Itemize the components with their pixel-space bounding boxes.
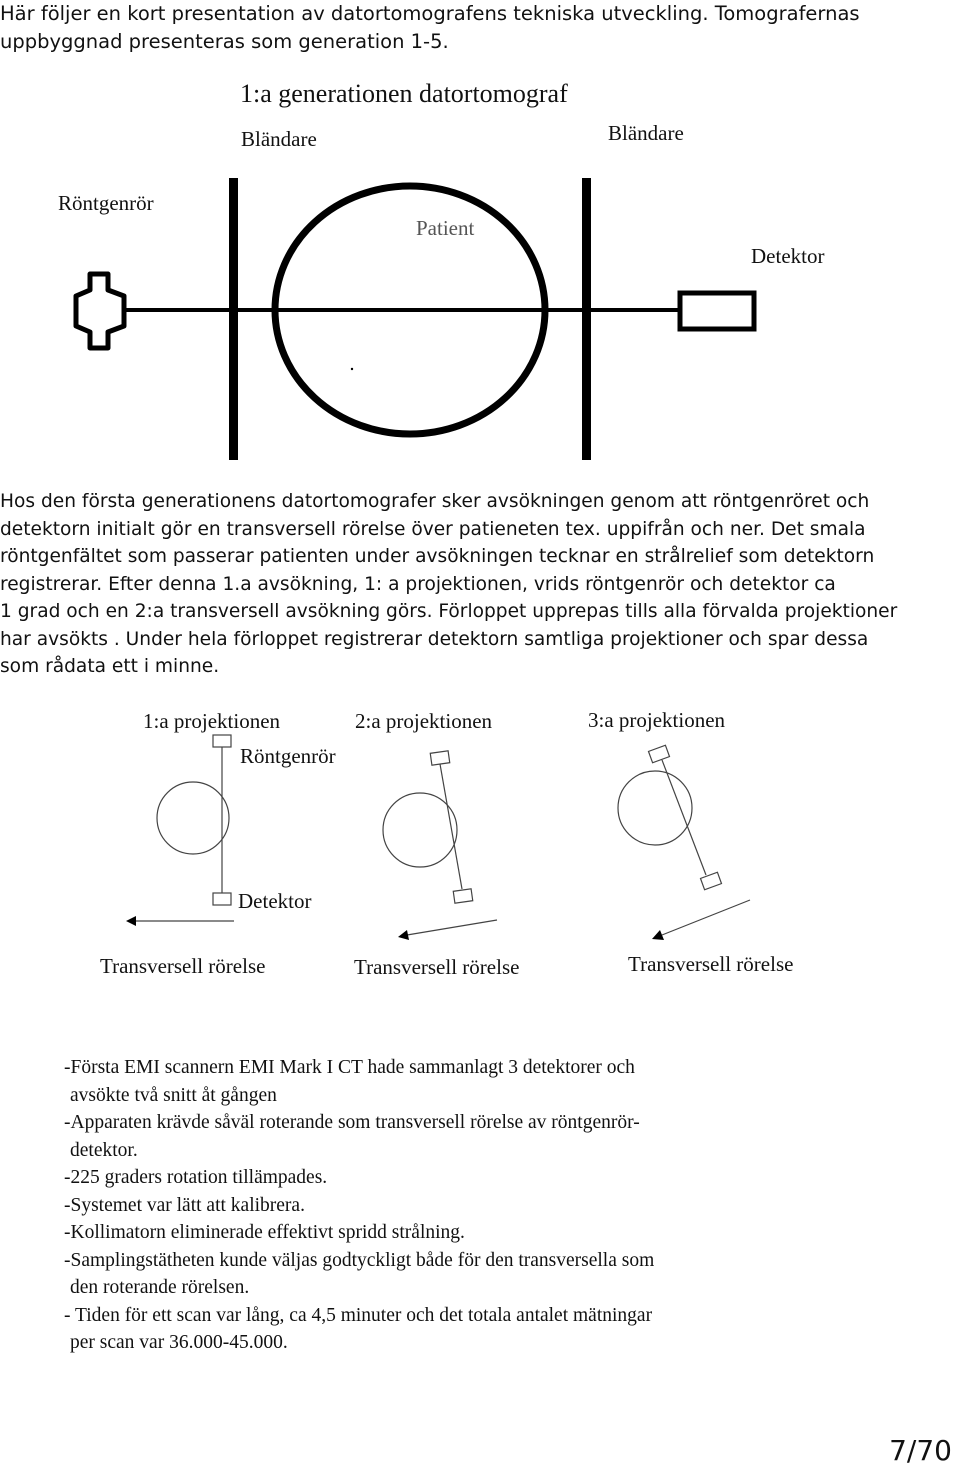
- detector-rect: [700, 872, 721, 889]
- projection-2-diagram: [383, 751, 497, 935]
- beam-line: [440, 764, 462, 889]
- detector-rect: [453, 889, 472, 903]
- list-item: -Systemet var lätt att kalibrera.: [64, 1194, 305, 1216]
- paragraph-line: som rådata ett i minne.: [0, 656, 220, 677]
- tube-rect: [648, 745, 669, 762]
- collimator-right-label: Bländare: [608, 121, 684, 145]
- intro-line: Här följer en kort presentation av datortomografens tekniska utveckling. Tomografernas: [0, 2, 860, 25]
- projection-2-label: 2:a projektionen: [355, 709, 493, 733]
- patient-label: Patient: [416, 216, 475, 240]
- beam-line: [662, 760, 706, 875]
- xray-tube-label: Röntgenrör: [58, 191, 154, 215]
- tube-rect: [213, 735, 231, 747]
- paragraph-line: registrerar. Efter denna 1.a avsökning, 1: a projektionen, vrids röntgenrör och detektor ca: [0, 573, 836, 595]
- tube-label: Röntgenrör: [240, 744, 336, 768]
- patient-circle: [157, 782, 229, 854]
- list-item: -Samplingstätheten kunde väljas godtyckligt både för den transversella som: [64, 1249, 655, 1271]
- paragraph-line: 1 grad och en 2:a transversell avsökning görs. Förloppet upprepas tills alla förvalda projektioner: [0, 601, 898, 622]
- motion-arrow-line: [407, 920, 497, 935]
- explanation-paragraph: [0, 488, 950, 681]
- detector-label-small: Detektor: [238, 889, 312, 913]
- paragraph-line: detektorn initialt gör en transversell rörelse över patieneten tex. uppifrån och ner. Det smala: [0, 518, 866, 540]
- paragraph-line: har avsökts . Under hela förloppet registrerar detektorn samtliga projektioner och spar dessa: [0, 628, 869, 650]
- motion-label-1: Transversell rörelse: [100, 954, 266, 978]
- motion-arrow-line: [662, 900, 750, 935]
- motion-label-3: Transversell rörelse: [628, 952, 794, 976]
- list-item: detektor.: [70, 1139, 138, 1161]
- right-collimator: [582, 178, 591, 460]
- list-item: -Apparaten krävde såväl roterande som transversell rörelse av röntgenrör-: [64, 1112, 640, 1133]
- facts-list: [64, 1054, 654, 1357]
- intro-line: uppbyggnad presenteras som generation 1-5.: [0, 30, 449, 53]
- projection-3-label: 3:a projektionen: [588, 708, 726, 732]
- list-item: -Kollimatorn eliminerade effektivt spridd strålning.: [64, 1222, 465, 1243]
- page-number: 7/70: [889, 1434, 952, 1467]
- detector-label: Detektor: [751, 244, 825, 268]
- paragraph-line: Hos den första generationens datortomografer sker avsökningen genom att röntgenröret och: [0, 491, 870, 512]
- list-item: -225 graders rotation tillämpades.: [64, 1167, 328, 1188]
- list-item: -Första EMI scannern EMI Mark I CT hade sammanlagt 3 detektorer och: [64, 1057, 635, 1078]
- tube-rect: [430, 751, 449, 765]
- motion-label-2: Transversell rörelse: [354, 955, 520, 979]
- patient-circle: [383, 793, 457, 867]
- list-item: den roterande rörelsen.: [70, 1277, 250, 1298]
- list-item: per scan var 36.000-45.000.: [70, 1332, 288, 1353]
- motion-arrow-head: [398, 930, 409, 940]
- list-item: - Tiden för ett scan var lång, ca 4,5 minuter och det totala antalet mätningar: [64, 1304, 653, 1326]
- detector-box: [680, 293, 754, 329]
- figure-title: 1:a generationen datortomograf: [240, 79, 568, 108]
- paragraph-line: röntgenfältet som passerar patienten under avsökningen tecknar en strålrelief som detektorn: [0, 546, 875, 567]
- motion-arrow-head: [126, 916, 136, 926]
- projection-3-diagram: [618, 745, 750, 935]
- projection-1-label: 1:a projektionen: [143, 709, 281, 733]
- dot-mark: [351, 368, 353, 370]
- detector-rect: [213, 893, 231, 905]
- collimator-left-label: Bländare: [241, 127, 317, 151]
- list-item: avsökte två snitt åt gången: [70, 1084, 277, 1106]
- left-collimator: [229, 178, 238, 460]
- projection-1-diagram: [136, 735, 234, 921]
- xray-tube-icon: [76, 274, 124, 348]
